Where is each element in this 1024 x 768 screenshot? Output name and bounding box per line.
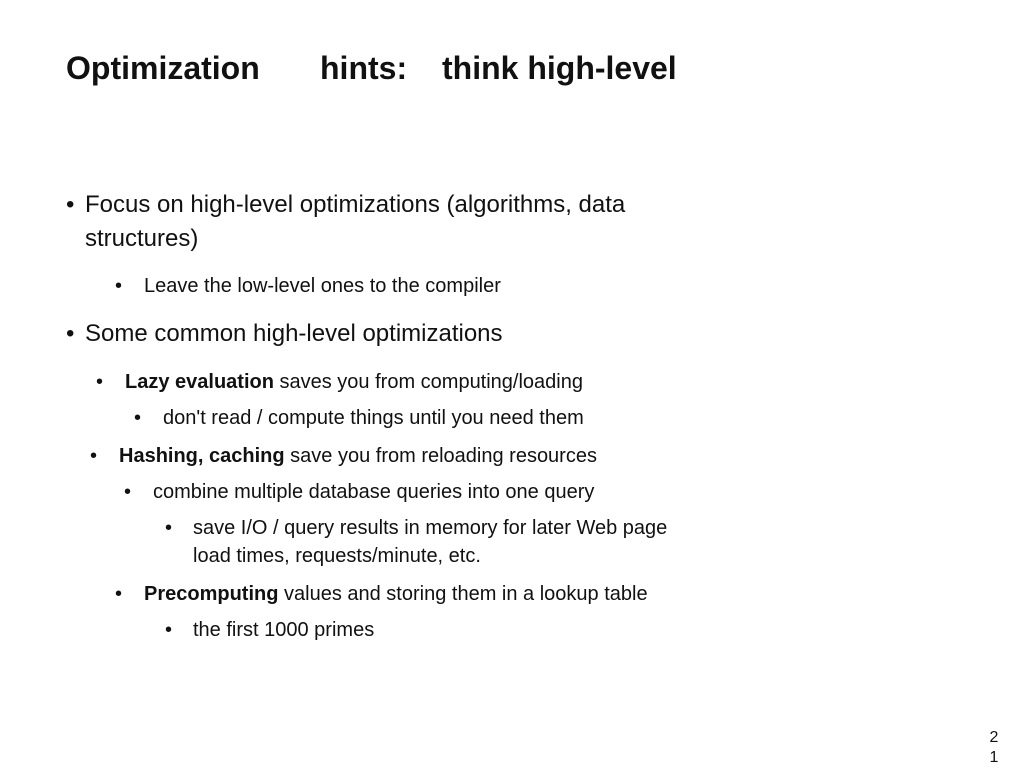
bullet-dot: • — [66, 320, 75, 347]
bullet-text — [144, 579, 648, 609]
bullet-text-rest: save you from reloading resources — [284, 445, 597, 467]
bullet-text: combine multiple database queries into one query — [153, 481, 595, 503]
bullet-text: don't read / compute things until you need them — [163, 407, 584, 429]
bullet-dot: • — [115, 275, 123, 297]
title-part-3: think high-level — [442, 50, 677, 86]
bullet-dot: • — [115, 583, 123, 605]
title-part-1: Optimization — [66, 50, 260, 86]
bullet-dot: • — [90, 445, 98, 467]
bold-term: Hashing, caching — [119, 445, 285, 467]
bullet-dot: • — [124, 481, 132, 503]
bullet-text-continued: load times, requests/minute, etc. — [193, 545, 481, 567]
bullet-text: Some common high-level optimizations — [85, 320, 503, 347]
page-number-line-2: 1 — [989, 749, 999, 766]
bullet-dot: • — [134, 407, 142, 429]
bullet-text: Leave the low-level ones to the compiler — [144, 275, 501, 297]
bullet-dot: • — [96, 371, 104, 393]
page-number — [984, 728, 1004, 768]
title-part-2: hints: — [320, 50, 408, 86]
bullet-dot: • — [165, 517, 173, 539]
bullet-text-continued: structures) — [85, 225, 199, 252]
bullet-text — [125, 367, 583, 397]
bullet-text: the first 1000 primes — [193, 619, 375, 641]
bullet-text-rest: values and storing them in a lookup table — [278, 583, 648, 605]
bullet-text: save I/O / query results in memory for later Web page — [193, 517, 668, 539]
page-number-line-1: 2 — [989, 729, 999, 746]
bullet-dot: • — [165, 619, 173, 641]
bullet-text-rest: saves you from computing/loading — [273, 371, 583, 393]
bullet-text: Focus on high-level optimizations (algorithms, data — [85, 191, 626, 218]
bullet-dot: • — [66, 191, 75, 218]
bold-term: Lazy evaluation — [125, 371, 274, 393]
bullet-text — [119, 441, 597, 471]
bold-term: Precomputing — [144, 583, 279, 605]
